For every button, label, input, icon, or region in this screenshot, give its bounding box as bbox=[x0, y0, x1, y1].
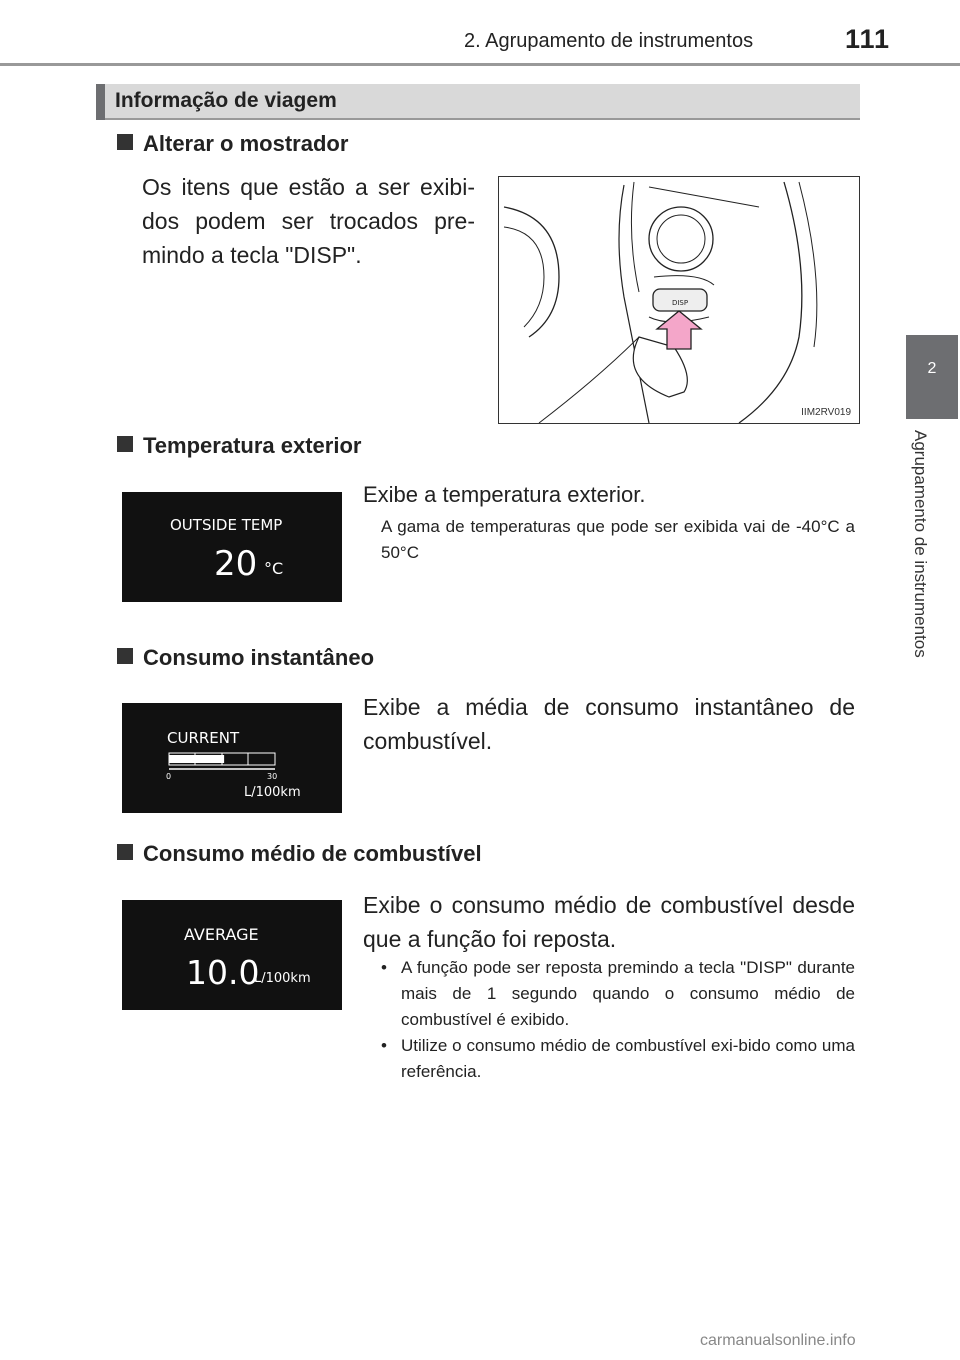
list-item-text: Utilize o consumo médio de combustível exi-bido como uma referência. bbox=[401, 1036, 855, 1081]
heading-instant bbox=[117, 645, 374, 671]
average-display bbox=[122, 900, 342, 1010]
chapter-tab-label-text: Agrupamento de instrumentos bbox=[911, 430, 930, 658]
press-arrow-icon bbox=[657, 311, 701, 349]
square-bullet-icon bbox=[117, 648, 133, 664]
square-bullet-icon bbox=[117, 844, 133, 860]
list-item-text: A função pode ser reposta premindo a tecla "DISP" durante mais de 1 segundo quando o consumo médio de combustível é exibido. bbox=[401, 958, 855, 1029]
heading-temp-text: Temperatura exterior bbox=[143, 433, 362, 458]
section-bar-accent bbox=[96, 84, 105, 120]
average-display-label: AVERAGE bbox=[184, 925, 259, 944]
temp-display-label: OUTSIDE TEMP bbox=[170, 516, 283, 534]
chapter-tab-label bbox=[910, 430, 946, 720]
average-body: Exibe o consumo médio de combustível desde que a função foi reposta. bbox=[363, 892, 855, 952]
instant-display-unit: L/100km bbox=[244, 785, 301, 800]
instant-body: Exibe a média de consumo instantâneo de combustível. bbox=[363, 694, 855, 754]
instant-display-label: CURRENT bbox=[167, 729, 240, 747]
square-bullet-icon bbox=[117, 134, 133, 150]
section-title: Informação de viagem bbox=[115, 89, 337, 112]
bullet-dot-icon: • bbox=[381, 1036, 387, 1055]
heading-alter-text: Alterar o mostrador bbox=[143, 131, 349, 156]
list-item bbox=[371, 955, 855, 1033]
instant-display bbox=[122, 703, 342, 813]
chapter-title: 2. Agrupamento de instrumentos bbox=[464, 30, 754, 52]
temp-display bbox=[122, 492, 342, 602]
alter-body: Os itens que estão a ser exibi-dos podem ser trocados pre-mindo a tecla "DISP". bbox=[142, 174, 475, 268]
average-display-value: 10.0 bbox=[186, 953, 260, 992]
temp-body: Exibe a temperatura exterior. bbox=[363, 482, 646, 507]
instant-scale-min: 0 bbox=[166, 772, 172, 781]
temp-note: A gama de temperaturas que pode ser exibida vai de -40°C a 50°C bbox=[381, 517, 855, 562]
instant-scale-max: 30 bbox=[267, 772, 278, 781]
chapter-tab-number: 2 bbox=[927, 360, 937, 377]
square-bullet-icon bbox=[117, 436, 133, 452]
page-number: 111 bbox=[845, 24, 891, 54]
heading-average bbox=[117, 841, 482, 867]
list-item bbox=[371, 1033, 855, 1085]
figure-code: IIM2RV019 bbox=[801, 407, 851, 418]
watermark: carmanualsonline.info bbox=[700, 1332, 856, 1349]
temp-display-value: 20 bbox=[214, 544, 258, 584]
steering-wheel-figure bbox=[498, 176, 860, 424]
steering-wheel-illustration bbox=[499, 177, 859, 423]
instant-level-bar bbox=[169, 755, 224, 763]
average-display-unit: L/100km bbox=[254, 971, 311, 986]
header-rule bbox=[0, 63, 960, 66]
bullet-dot-icon: • bbox=[381, 958, 387, 977]
heading-alter bbox=[117, 131, 348, 157]
average-bullet-list bbox=[371, 955, 855, 1085]
temp-display-unit: °C bbox=[264, 559, 284, 578]
heading-temp bbox=[117, 433, 361, 459]
heading-average-text: Consumo médio de combustível bbox=[143, 841, 482, 866]
disp-button-label: DISP bbox=[671, 299, 689, 307]
heading-instant-text: Consumo instantâneo bbox=[143, 645, 375, 670]
